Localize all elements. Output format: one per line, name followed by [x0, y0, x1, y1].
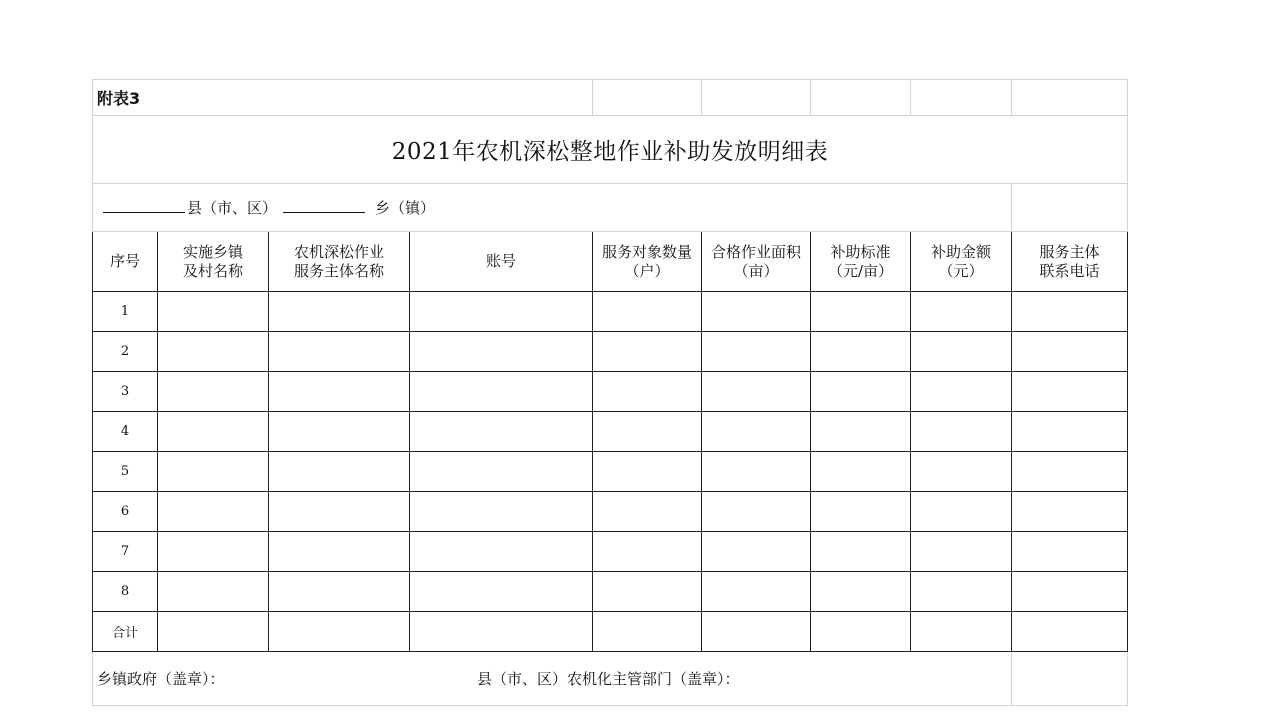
input-cell[interactable] [593, 412, 702, 452]
input-cell[interactable] [269, 412, 410, 452]
input-cell[interactable] [269, 332, 410, 372]
input-cell[interactable] [410, 452, 593, 492]
column-header: 补助标准 （元/亩） [811, 232, 911, 292]
input-cell[interactable] [593, 612, 702, 652]
empty-cell [702, 80, 811, 116]
table-row [93, 572, 1128, 612]
table-title: 2021年农机深松整地作业补助发放明细表 [93, 116, 1128, 184]
input-cell[interactable] [811, 452, 911, 492]
input-cell[interactable] [410, 372, 593, 412]
column-header: 序号 [93, 232, 158, 292]
column-header: 账号 [410, 232, 593, 292]
input-cell[interactable] [702, 372, 811, 412]
input-cell[interactable] [702, 492, 811, 532]
column-header: 补助金额 （元） [911, 232, 1012, 292]
input-cell[interactable] [911, 452, 1012, 492]
county-label: 县（市、区） [187, 199, 278, 217]
input-cell[interactable] [1012, 612, 1128, 652]
input-cell[interactable] [593, 492, 702, 532]
input-cell[interactable] [158, 412, 269, 452]
row-index: 4 [93, 412, 158, 452]
input-cell[interactable] [593, 332, 702, 372]
input-cell[interactable] [911, 332, 1012, 372]
input-cell[interactable] [911, 412, 1012, 452]
table-row [93, 492, 1128, 532]
input-cell[interactable] [158, 492, 269, 532]
row-index: 8 [93, 572, 158, 612]
input-cell[interactable] [269, 452, 410, 492]
input-cell[interactable] [410, 412, 593, 452]
input-cell[interactable] [593, 572, 702, 612]
input-cell[interactable] [269, 292, 410, 332]
input-cell[interactable] [811, 292, 911, 332]
input-cell[interactable] [593, 532, 702, 572]
subsidy-sheet [92, 79, 1127, 706]
subsidy-table [92, 79, 1128, 706]
total-row [93, 612, 1128, 652]
input-cell[interactable] [1012, 492, 1128, 532]
column-header: 服务对象数量 （户） [593, 232, 702, 292]
column-header: 实施乡镇 及村名称 [158, 232, 269, 292]
input-cell[interactable] [410, 572, 593, 612]
input-cell[interactable] [158, 532, 269, 572]
input-cell[interactable] [1012, 292, 1128, 332]
town-blank [283, 198, 365, 213]
input-cell[interactable] [158, 572, 269, 612]
input-cell[interactable] [811, 332, 911, 372]
input-cell[interactable] [1012, 412, 1128, 452]
input-cell[interactable] [158, 612, 269, 652]
input-cell[interactable] [911, 372, 1012, 412]
table-row [93, 532, 1128, 572]
input-cell[interactable] [410, 492, 593, 532]
row-index: 3 [93, 372, 158, 412]
input-cell[interactable] [702, 412, 811, 452]
input-cell[interactable] [269, 572, 410, 612]
column-header: 服务主体 联系电话 [1012, 232, 1128, 292]
row-index: 6 [93, 492, 158, 532]
footer-cell [93, 652, 1012, 706]
input-cell[interactable] [269, 372, 410, 412]
row-index: 2 [93, 332, 158, 372]
footer-row [93, 652, 1128, 706]
input-cell[interactable] [1012, 332, 1128, 372]
input-cell[interactable] [702, 572, 811, 612]
header-row [93, 232, 1128, 292]
input-cell[interactable] [1012, 572, 1128, 612]
input-cell[interactable] [410, 292, 593, 332]
input-cell[interactable] [269, 532, 410, 572]
table-row [93, 372, 1128, 412]
input-cell[interactable] [911, 492, 1012, 532]
table-row [93, 452, 1128, 492]
column-header: 农机深松作业 服务主体名称 [269, 232, 410, 292]
input-cell[interactable] [410, 532, 593, 572]
empty-cell [1012, 652, 1128, 706]
input-cell[interactable] [410, 332, 593, 372]
input-cell[interactable] [593, 372, 702, 412]
input-cell[interactable] [811, 492, 911, 532]
empty-cell [1012, 80, 1128, 116]
input-cell[interactable] [158, 332, 269, 372]
label-row [93, 80, 1128, 116]
county-seal-label: 县（市、区）农机化主管部门（盖章）： [477, 669, 740, 688]
empty-cell [811, 80, 911, 116]
title-row [93, 116, 1128, 184]
input-cell[interactable] [911, 572, 1012, 612]
location-row [93, 184, 1128, 232]
table-row [93, 292, 1128, 332]
input-cell[interactable] [811, 572, 911, 612]
town-label: 乡（镇） [375, 199, 436, 217]
location-line [93, 184, 1012, 232]
row-index: 1 [93, 292, 158, 332]
input-cell[interactable] [1012, 532, 1128, 572]
column-header: 合格作业面积 （亩） [702, 232, 811, 292]
input-cell[interactable] [593, 292, 702, 332]
input-cell[interactable] [1012, 452, 1128, 492]
town-seal-label: 乡镇政府（盖章）： [97, 669, 225, 688]
input-cell[interactable] [702, 332, 811, 372]
input-cell[interactable] [811, 412, 911, 452]
input-cell[interactable] [158, 372, 269, 412]
input-cell[interactable] [702, 292, 811, 332]
input-cell[interactable] [702, 612, 811, 652]
empty-cell [911, 80, 1012, 116]
input-cell[interactable] [158, 292, 269, 332]
table-row [93, 412, 1128, 452]
input-cell[interactable] [1012, 372, 1128, 412]
input-cell[interactable] [702, 532, 811, 572]
input-cell[interactable] [911, 612, 1012, 652]
input-cell[interactable] [911, 532, 1012, 572]
appendix-label: 附表3 [93, 80, 593, 116]
input-cell[interactable] [158, 452, 269, 492]
row-index: 5 [93, 452, 158, 492]
table-row [93, 332, 1128, 372]
input-cell[interactable] [911, 292, 1012, 332]
row-index: 合计 [93, 612, 158, 652]
empty-cell [593, 80, 702, 116]
input-cell[interactable] [811, 372, 911, 412]
row-index: 7 [93, 532, 158, 572]
input-cell[interactable] [811, 612, 911, 652]
input-cell[interactable] [811, 532, 911, 572]
input-cell[interactable] [702, 452, 811, 492]
input-cell[interactable] [410, 612, 593, 652]
county-blank [103, 198, 185, 213]
input-cell[interactable] [269, 612, 410, 652]
input-cell[interactable] [593, 452, 702, 492]
input-cell[interactable] [269, 492, 410, 532]
empty-cell [1012, 184, 1128, 232]
